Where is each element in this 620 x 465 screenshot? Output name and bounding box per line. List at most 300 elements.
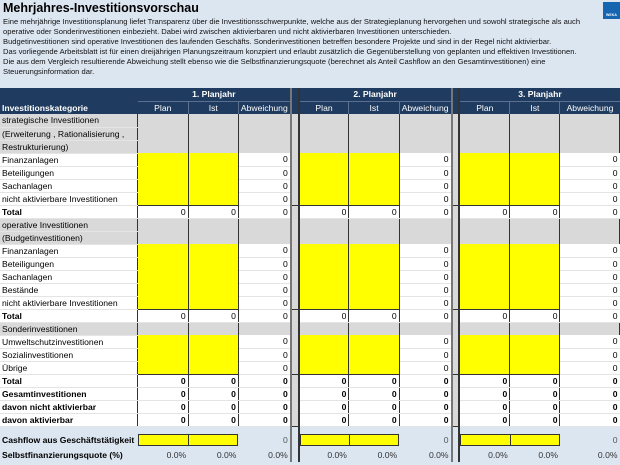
group-blank-cell — [188, 127, 238, 140]
group-blank-cell — [560, 231, 620, 244]
deviation-value: 0 — [238, 153, 290, 166]
column-gap — [452, 179, 460, 192]
summary-value: 0 — [560, 387, 620, 400]
plan-input[interactable] — [138, 153, 188, 166]
plan-input[interactable] — [138, 257, 188, 270]
summary-value: 0 — [299, 374, 349, 387]
ist-input[interactable] — [349, 192, 399, 205]
group-title: Sonderinvestitionen — [0, 322, 138, 335]
column-gap — [291, 218, 299, 231]
item-row — [0, 244, 620, 257]
weka-logo: WEKA — [603, 2, 620, 19]
summary-value: 0 — [510, 374, 560, 387]
ist-input[interactable] — [349, 361, 399, 374]
column-gap — [291, 231, 299, 244]
column-gap — [452, 432, 460, 447]
column-gap — [452, 153, 460, 166]
total-value: 0 — [299, 309, 349, 322]
group-blank-cell — [238, 218, 290, 231]
group-blank-cell — [459, 231, 509, 244]
summary-value: 0 — [510, 387, 560, 400]
cashflow-plan-box[interactable] — [460, 434, 509, 446]
column-gap — [452, 88, 460, 114]
group-blank-cell — [399, 322, 451, 335]
page-title: Mehrjahres-Investitionsvorschau — [3, 1, 199, 15]
ist-input[interactable] — [349, 348, 399, 361]
self-financing-value: 0.0% — [138, 447, 188, 462]
plan-input[interactable] — [459, 361, 509, 374]
summary-value: 0 — [238, 413, 290, 426]
group-blank-cell — [349, 218, 399, 231]
deviation-value: 0 — [399, 335, 451, 348]
item-label: Beteiligungen — [0, 166, 138, 179]
group-title: (Erweiterung , Rationalisierung , — [0, 127, 138, 140]
ist-header: Ist — [188, 101, 238, 114]
deviation-value: 0 — [399, 296, 451, 309]
column-gap — [452, 205, 460, 218]
ist-input[interactable] — [188, 283, 238, 296]
description-line: Das vorliegende Arbeitsblatt ist für einen dreijährigen Planungszeitraum konzpiert und erlaubt zusätzlich die Gegenüberstellung von geplanten und effektiven Investitionen. — [3, 47, 577, 57]
column-gap — [452, 218, 460, 231]
group-blank-cell — [399, 231, 451, 244]
item-row — [0, 166, 620, 179]
ist-input[interactable] — [188, 348, 238, 361]
group-blank-cell — [560, 127, 620, 140]
summary-row — [0, 374, 620, 387]
item-row — [0, 335, 620, 348]
group-blank-cell — [510, 218, 560, 231]
plan-input[interactable] — [459, 153, 509, 166]
ist-input[interactable] — [188, 244, 238, 257]
total-value: 0 — [238, 205, 290, 218]
deviation-value: 0 — [560, 296, 620, 309]
column-gap — [452, 387, 460, 400]
cashflow-deviation: 0 — [399, 432, 451, 447]
group-blank-cell — [459, 114, 509, 127]
summary-value: 0 — [459, 374, 509, 387]
plan-input[interactable] — [299, 296, 349, 309]
ist-header: Ist — [510, 101, 560, 114]
column-gap — [291, 400, 299, 413]
total-value: 0 — [138, 205, 188, 218]
ist-input[interactable] — [188, 296, 238, 309]
deviation-value: 0 — [560, 179, 620, 192]
ist-input[interactable] — [510, 283, 560, 296]
description-line: Die aus dem Vergleich resultierende Abweichung stellt ebenso wie die Selbstfinanzierungsquote (berechnet als Anteil Cashflow an den Gesamtinvestitionen) eine — [3, 57, 546, 67]
total-value: 0 — [349, 205, 399, 218]
cashflow-ist-input[interactable] — [188, 432, 238, 447]
column-gap — [452, 283, 460, 296]
year-2-header: 2. Planjahr — [299, 88, 452, 101]
plan-input[interactable] — [459, 257, 509, 270]
column-gap — [452, 335, 460, 348]
deviation-value: 0 — [399, 348, 451, 361]
plan-input[interactable] — [459, 335, 509, 348]
column-gap — [291, 153, 299, 166]
item-label: Finanzanlagen — [0, 244, 138, 257]
ist-input[interactable] — [188, 335, 238, 348]
description-line: operative oder Sonderinvestitionen einbezieht. Dabei wird zwischen aktivierbaren und nicht aktivierbaren Investitionen unterschieden. — [3, 27, 452, 37]
deviation-value: 0 — [399, 179, 451, 192]
group-title: Restrukturierung) — [0, 140, 138, 153]
summary-value: 0 — [560, 413, 620, 426]
group-blank-cell — [349, 114, 399, 127]
deviation-value: 0 — [560, 244, 620, 257]
cashflow-ist-input[interactable] — [349, 432, 399, 447]
plan-input[interactable] — [459, 166, 509, 179]
plan-input[interactable] — [459, 244, 509, 257]
total-value: 0 — [459, 309, 509, 322]
group-blank-cell — [399, 127, 451, 140]
plan-input[interactable] — [459, 270, 509, 283]
ist-input[interactable] — [510, 166, 560, 179]
total-value: 0 — [238, 309, 290, 322]
plan-input[interactable] — [299, 335, 349, 348]
summary-value: 0 — [138, 413, 188, 426]
self-financing-value: 0.0% — [560, 447, 620, 462]
ist-input[interactable] — [349, 257, 399, 270]
plan-input[interactable] — [299, 270, 349, 283]
column-gap — [291, 244, 299, 257]
deviation-value: 0 — [399, 244, 451, 257]
total-value: 0 — [299, 205, 349, 218]
cashflow-row — [0, 432, 620, 447]
deviation-value: 0 — [238, 283, 290, 296]
ist-input[interactable] — [510, 361, 560, 374]
item-label: Sachanlagen — [0, 270, 138, 283]
cashflow-plan-input[interactable] — [299, 432, 349, 447]
column-gap — [291, 322, 299, 335]
summary-value: 0 — [349, 413, 399, 426]
item-row — [0, 283, 620, 296]
deviation-value: 0 — [399, 257, 451, 270]
ist-input[interactable] — [510, 257, 560, 270]
year-1-header: 1. Planjahr — [138, 88, 291, 101]
summary-value: 0 — [299, 413, 349, 426]
plan-input[interactable] — [299, 283, 349, 296]
summary-value: 0 — [238, 387, 290, 400]
column-gap — [291, 432, 299, 447]
group-blank-cell — [510, 140, 560, 153]
column-gap — [452, 413, 460, 426]
ist-input[interactable] — [510, 153, 560, 166]
group-blank-cell — [138, 140, 188, 153]
column-gap — [452, 140, 460, 153]
self-financing-value: 0.0% — [299, 447, 349, 462]
cashflow-deviation: 0 — [238, 432, 290, 447]
cashflow-plan-input[interactable] — [459, 432, 509, 447]
year-3-header: 3. Planjahr — [459, 88, 619, 101]
deviation-value: 0 — [560, 257, 620, 270]
cashflow-ist-box[interactable] — [188, 434, 238, 446]
summary-label: Gesamtinvestitionen — [0, 387, 138, 400]
group-blank-cell — [399, 140, 451, 153]
item-label: Sozialinvestitionen — [0, 348, 138, 361]
deviation-value: 0 — [560, 153, 620, 166]
ist-input[interactable] — [188, 361, 238, 374]
plan-input[interactable] — [299, 153, 349, 166]
column-gap — [452, 374, 460, 387]
ist-input[interactable] — [349, 283, 399, 296]
summary-label: Total — [0, 374, 138, 387]
plan-input[interactable] — [299, 192, 349, 205]
cashflow-ist-box[interactable] — [349, 434, 399, 446]
plan-input[interactable] — [138, 179, 188, 192]
plan-header: Plan — [299, 101, 349, 114]
group-title: operative Investitionen — [0, 218, 138, 231]
ist-input[interactable] — [510, 192, 560, 205]
plan-input[interactable] — [138, 348, 188, 361]
total-value: 0 — [560, 205, 620, 218]
item-label: Beteiligungen — [0, 257, 138, 270]
item-label: nicht aktivierbare Investitionen — [0, 192, 138, 205]
self-financing-value: 0.0% — [349, 447, 399, 462]
group-blank-cell — [459, 322, 509, 335]
summary-value: 0 — [299, 400, 349, 413]
total-value: 0 — [138, 309, 188, 322]
total-value: 0 — [349, 309, 399, 322]
deviation-value: 0 — [399, 270, 451, 283]
ist-input[interactable] — [349, 335, 399, 348]
summary-row — [0, 400, 620, 413]
ist-input[interactable] — [510, 335, 560, 348]
plan-input[interactable] — [138, 296, 188, 309]
group-header-row — [0, 127, 620, 140]
summary-value: 0 — [299, 387, 349, 400]
ist-input[interactable] — [510, 296, 560, 309]
plan-input[interactable] — [459, 283, 509, 296]
cashflow-ist-box[interactable] — [510, 434, 560, 446]
self-financing-value: 0.0% — [399, 447, 451, 462]
summary-value: 0 — [560, 374, 620, 387]
plan-input[interactable] — [459, 179, 509, 192]
ist-input[interactable] — [349, 270, 399, 283]
plan-input[interactable] — [299, 361, 349, 374]
column-gap — [291, 127, 299, 140]
deviation-value: 0 — [560, 270, 620, 283]
ist-input[interactable] — [188, 257, 238, 270]
plan-input[interactable] — [459, 348, 509, 361]
column-gap — [452, 114, 460, 127]
self-financing-value: 0.0% — [459, 447, 509, 462]
plan-input[interactable] — [299, 348, 349, 361]
summary-value: 0 — [238, 374, 290, 387]
group-blank-cell — [238, 231, 290, 244]
group-blank-cell — [560, 140, 620, 153]
column-gap — [452, 348, 460, 361]
group-title: (Budgetinvestitionen) — [0, 231, 138, 244]
group-blank-cell — [510, 114, 560, 127]
deviation-value: 0 — [399, 361, 451, 374]
column-gap — [291, 348, 299, 361]
summary-value: 0 — [188, 387, 238, 400]
item-row — [0, 296, 620, 309]
ist-input[interactable] — [510, 270, 560, 283]
column-gap — [452, 192, 460, 205]
deviation-value: 0 — [238, 244, 290, 257]
cashflow-ist-input[interactable] — [510, 432, 560, 447]
ist-input[interactable] — [188, 179, 238, 192]
deviation-header: Abweichung — [560, 101, 620, 114]
summary-value: 0 — [459, 400, 509, 413]
total-value: 0 — [399, 309, 451, 322]
column-gap — [291, 166, 299, 179]
deviation-value: 0 — [399, 283, 451, 296]
description-line: Eine mehrjährige Investitionsplanung liefet Transparenz über die Investitionsschwerpunkte, welche aus der Strategieplanung hervorgehen und sowohl strategische als auch — [3, 17, 581, 26]
group-blank-cell — [138, 114, 188, 127]
summary-label: davon nicht aktivierbar — [0, 400, 138, 413]
summary-value: 0 — [138, 374, 188, 387]
group-blank-cell — [399, 114, 451, 127]
cashflow-plan-box[interactable] — [300, 434, 349, 446]
group-blank-cell — [459, 127, 509, 140]
column-gap — [452, 296, 460, 309]
column-gap — [291, 88, 299, 114]
group-blank-cell — [138, 127, 188, 140]
plan-input[interactable] — [138, 166, 188, 179]
ist-input[interactable] — [349, 179, 399, 192]
total-value: 0 — [459, 205, 509, 218]
group-blank-cell — [399, 218, 451, 231]
deviation-value: 0 — [238, 166, 290, 179]
column-gap — [452, 270, 460, 283]
group-blank-cell — [138, 322, 188, 335]
group-blank-cell — [188, 218, 238, 231]
column-gap — [291, 205, 299, 218]
ist-input[interactable] — [188, 270, 238, 283]
group-blank-cell — [188, 322, 238, 335]
total-value: 0 — [560, 309, 620, 322]
summary-value: 0 — [510, 413, 560, 426]
item-row — [0, 348, 620, 361]
ist-input[interactable] — [510, 179, 560, 192]
group-blank-cell — [459, 140, 509, 153]
group-blank-cell — [299, 218, 349, 231]
group-blank-cell — [138, 231, 188, 244]
plan-input[interactable] — [138, 244, 188, 257]
column-gap — [452, 309, 460, 322]
self-financing-row — [0, 447, 620, 462]
group-header-row — [0, 114, 620, 127]
column-gap — [291, 140, 299, 153]
plan-input[interactable] — [138, 335, 188, 348]
summary-value: 0 — [188, 400, 238, 413]
column-gap — [291, 296, 299, 309]
plan-input[interactable] — [299, 257, 349, 270]
ist-input[interactable] — [349, 296, 399, 309]
summary-value: 0 — [399, 413, 451, 426]
group-blank-cell — [188, 231, 238, 244]
plan-input[interactable] — [299, 166, 349, 179]
cashflow-deviation: 0 — [560, 432, 620, 447]
group-total-row — [0, 205, 620, 218]
summary-label: davon aktivierbar — [0, 413, 138, 426]
column-gap — [452, 231, 460, 244]
deviation-value: 0 — [560, 192, 620, 205]
item-label: Sachanlagen — [0, 179, 138, 192]
group-blank-cell — [510, 231, 560, 244]
column-gap — [291, 447, 299, 462]
item-row — [0, 153, 620, 166]
total-value: 0 — [188, 309, 238, 322]
column-gap — [291, 374, 299, 387]
group-blank-cell — [459, 218, 509, 231]
plan-input[interactable] — [138, 283, 188, 296]
plan-input[interactable] — [459, 192, 509, 205]
item-label: nicht aktivierbare Investitionen — [0, 296, 138, 309]
summary-value: 0 — [399, 374, 451, 387]
total-value: 0 — [510, 309, 560, 322]
plan-header: Plan — [138, 101, 188, 114]
plan-input[interactable] — [138, 270, 188, 283]
plan-header: Plan — [459, 101, 509, 114]
cashflow-plan-input[interactable] — [138, 432, 188, 447]
column-gap — [452, 127, 460, 140]
cashflow-plan-box[interactable] — [138, 434, 188, 446]
deviation-value: 0 — [238, 192, 290, 205]
summary-value: 0 — [188, 413, 238, 426]
summary-value: 0 — [188, 374, 238, 387]
item-label: Übrige — [0, 361, 138, 374]
group-blank-cell — [349, 140, 399, 153]
deviation-value: 0 — [399, 153, 451, 166]
plan-input[interactable] — [299, 244, 349, 257]
ist-input[interactable] — [188, 166, 238, 179]
column-gap — [291, 413, 299, 426]
deviation-value: 0 — [399, 192, 451, 205]
group-blank-cell — [349, 231, 399, 244]
deviation-value: 0 — [238, 270, 290, 283]
ist-input[interactable] — [349, 244, 399, 257]
group-blank-cell — [299, 231, 349, 244]
group-blank-cell — [349, 322, 399, 335]
ist-input[interactable] — [188, 192, 238, 205]
group-blank-cell — [188, 114, 238, 127]
plan-input[interactable] — [299, 179, 349, 192]
investment-table — [0, 88, 620, 462]
summary-value: 0 — [238, 400, 290, 413]
group-blank-cell — [560, 322, 620, 335]
plan-input[interactable] — [138, 192, 188, 205]
group-blank-cell — [238, 127, 290, 140]
item-label: Bestände — [0, 283, 138, 296]
group-blank-cell — [560, 114, 620, 127]
cashflow-label: Cashflow aus Geschäftstätigkeit — [0, 432, 138, 447]
self-financing-value: 0.0% — [188, 447, 238, 462]
group-header-row — [0, 322, 620, 335]
ist-input[interactable] — [510, 348, 560, 361]
item-row — [0, 361, 620, 374]
summary-value: 0 — [349, 400, 399, 413]
ist-input[interactable] — [510, 244, 560, 257]
summary-value: 0 — [459, 387, 509, 400]
ist-input[interactable] — [349, 166, 399, 179]
description-line: Steuerungsinformation dar. — [3, 67, 95, 77]
column-gap — [291, 179, 299, 192]
plan-input[interactable] — [138, 361, 188, 374]
plan-input[interactable] — [459, 296, 509, 309]
ist-input[interactable] — [188, 153, 238, 166]
column-gap — [452, 400, 460, 413]
summary-value: 0 — [349, 374, 399, 387]
group-blank-cell — [510, 127, 560, 140]
intro-section — [0, 0, 620, 88]
ist-input[interactable] — [349, 153, 399, 166]
item-row — [0, 192, 620, 205]
group-blank-cell — [238, 114, 290, 127]
group-blank-cell — [299, 322, 349, 335]
deviation-header: Abweichung — [399, 101, 451, 114]
